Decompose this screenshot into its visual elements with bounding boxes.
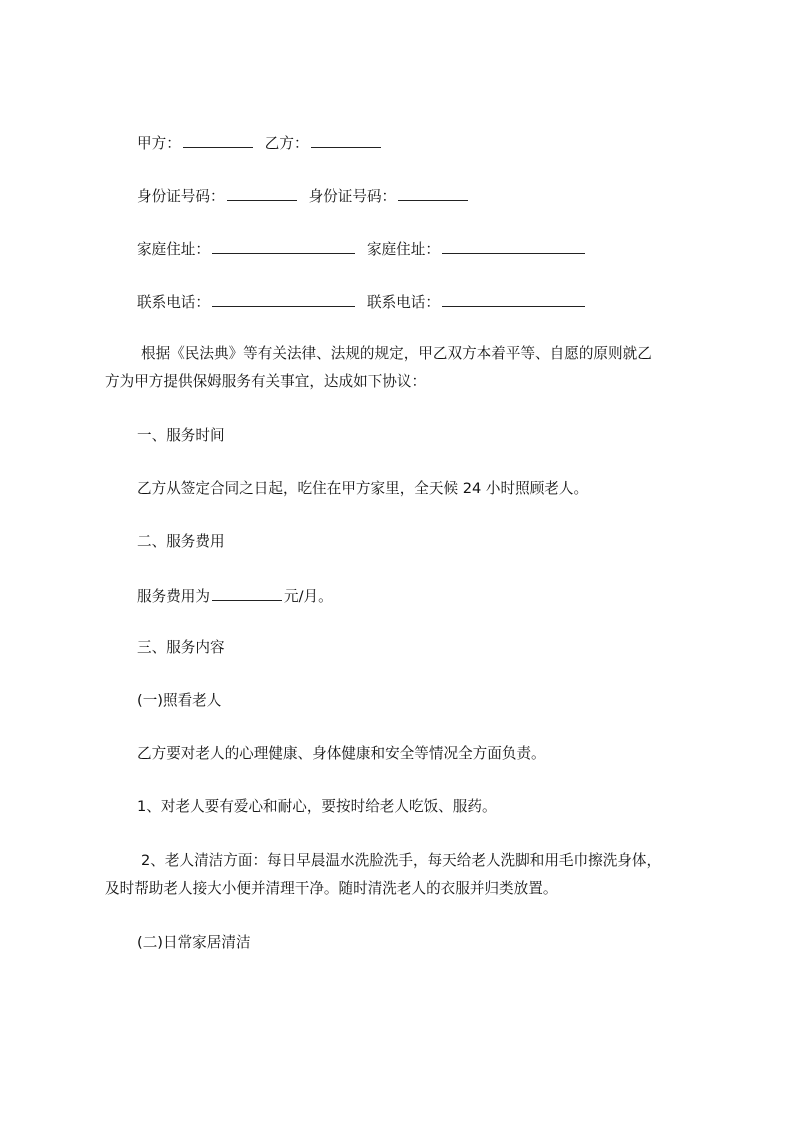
fee-row — [137, 586, 333, 606]
fee-prefix: 服务费用为 — [137, 588, 210, 605]
party-a-label: 甲方： — [137, 135, 181, 152]
address-a-blank[interactable] — [212, 239, 355, 254]
address-b-blank[interactable] — [442, 239, 585, 254]
section-3-heading: 三、服务内容 — [137, 639, 225, 656]
id-b-blank[interactable] — [398, 186, 468, 201]
phone-b-label: 联系电话： — [366, 294, 440, 311]
party-b-label: 乙方： — [264, 135, 309, 152]
id-a-blank[interactable] — [227, 186, 297, 201]
section-1-text: 乙方从签定合同之日起，吃住在甲方家里，全天候 24 小时照顾老人。 — [137, 480, 589, 497]
subsection-1-heading: (一)照看老人 — [137, 692, 222, 709]
id-row — [137, 186, 470, 206]
address-b-label: 家庭住址： — [366, 241, 440, 258]
address-a-label: 家庭住址： — [137, 241, 210, 258]
phone-b-blank[interactable] — [442, 292, 585, 307]
phone-a-label: 联系电话： — [137, 294, 210, 311]
fee-suffix: 元/月。 — [283, 588, 333, 605]
fee-blank[interactable] — [212, 586, 282, 601]
address-row — [137, 239, 587, 259]
subsection-1-text: 乙方要对老人的心理健康、身体健康和安全等情况全方面负责。 — [137, 745, 546, 762]
preamble-line-2: 方为甲方提供保姆服务有关事宜，达成如下协议： — [105, 373, 427, 390]
section-1-heading: 一、服务时间 — [137, 427, 225, 444]
item-2-line-2: 及时帮助老人接大小便并清理干净。随时清洗老人的衣服并归类放置。 — [105, 880, 558, 897]
party-b-blank[interactable] — [311, 133, 381, 148]
subsection-2-heading: (二)日常家居清洁 — [137, 934, 251, 951]
party-row — [137, 133, 383, 153]
preamble-line-1: 根据《民法典》等有关法律、法规的规定，甲乙双方本着平等、自愿的原则就乙 — [141, 345, 652, 362]
party-a-blank[interactable] — [183, 133, 253, 148]
phone-a-blank[interactable] — [212, 292, 355, 307]
item-1: 1、对老人要有爱心和耐心，要按时给老人吃饭、服药。 — [137, 798, 497, 815]
id-a-label: 身份证号码： — [137, 188, 225, 205]
id-b-label: 身份证号码： — [308, 188, 397, 205]
phone-row — [137, 292, 587, 312]
item-2-line-1: 2、老人清洁方面：每日早晨温水洗脸洗手，每天给老人洗脚和用毛巾擦洗身体， — [141, 852, 662, 869]
section-2-heading: 二、服务费用 — [137, 533, 225, 550]
